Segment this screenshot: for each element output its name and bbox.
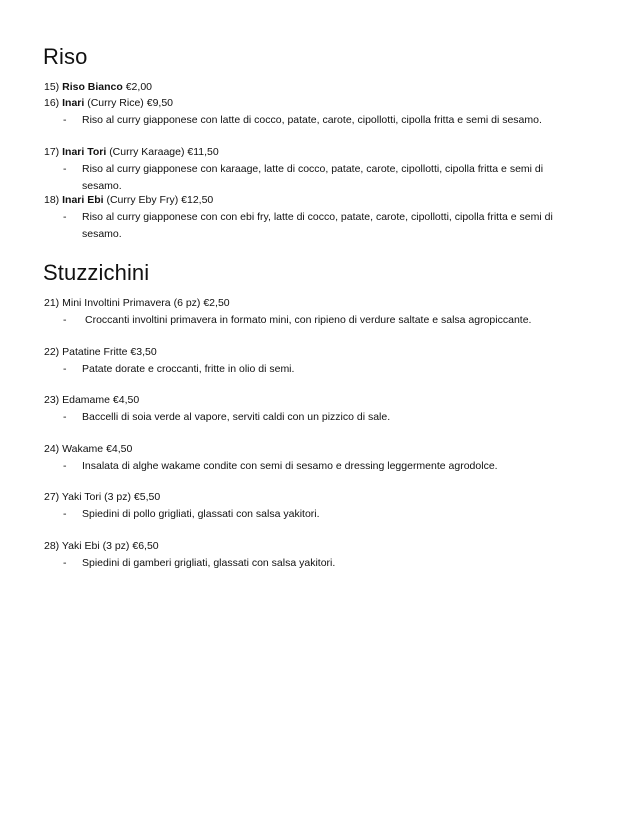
item-price: €2,00 bbox=[125, 81, 152, 93]
item-subtitle: (Curry Eby Fry) bbox=[106, 194, 179, 206]
item-number: 21) bbox=[44, 297, 60, 309]
item-number: 15) bbox=[44, 81, 60, 93]
description-text: Spiedini di pollo grigliati, glassati con salsa yakitori. bbox=[82, 508, 320, 520]
item-price: €9,50 bbox=[146, 97, 174, 109]
bullet-dash: - bbox=[63, 114, 67, 126]
item-number: 28) bbox=[44, 540, 60, 552]
menu-item-16 bbox=[44, 96, 173, 111]
item-name: Inari Ebi bbox=[62, 194, 104, 206]
item-subtitle: (6 pz) bbox=[173, 297, 201, 309]
item-name: Yaki Ebi bbox=[61, 540, 100, 552]
item-description bbox=[63, 161, 583, 195]
item-name: Inari bbox=[62, 97, 85, 109]
item-price: €12,50 bbox=[181, 194, 214, 206]
description-text: Spiedini di gamberi grigliati, glassati con salsa yakitori. bbox=[82, 557, 336, 569]
item-subtitle: (3 pz) bbox=[104, 491, 131, 503]
item-price: €4,50 bbox=[112, 394, 140, 406]
bullet-dash: - bbox=[63, 314, 67, 326]
item-description bbox=[63, 409, 583, 426]
bullet-dash: - bbox=[63, 163, 67, 175]
item-price: €2,50 bbox=[203, 297, 230, 309]
menu-item-23 bbox=[44, 393, 139, 408]
item-number: 23) bbox=[44, 394, 60, 406]
menu-item-21 bbox=[44, 296, 230, 311]
item-number: 16) bbox=[44, 97, 60, 109]
section-title-stuzzichini: Stuzzichini bbox=[43, 260, 150, 285]
item-price: €5,50 bbox=[133, 491, 161, 503]
item-price: €6,50 bbox=[132, 540, 159, 552]
description-text: Riso al curry giapponese con karaage, latte di cocco, patate, carote, cipollotti, cipolla fritta e semi di sesamo. bbox=[82, 163, 544, 192]
item-name: Patatine Fritte bbox=[62, 346, 128, 358]
bullet-dash: - bbox=[63, 557, 67, 569]
bullet-dash: - bbox=[63, 411, 67, 423]
item-name: Edamame bbox=[62, 394, 110, 406]
bullet-dash: - bbox=[63, 508, 67, 520]
item-description bbox=[63, 458, 583, 475]
item-subtitle: (Curry Karaage) bbox=[109, 146, 185, 158]
item-number: 22) bbox=[44, 346, 60, 358]
item-name: Yaki Tori bbox=[61, 491, 102, 503]
menu-item-28 bbox=[44, 539, 159, 554]
item-number: 27) bbox=[44, 491, 60, 503]
item-number: 24) bbox=[44, 443, 60, 455]
description-text: Baccelli di soia verde al vapore, serviti caldi con un pizzico di sale. bbox=[82, 411, 391, 423]
menu-item-15 bbox=[44, 80, 152, 95]
item-name: Inari Tori bbox=[62, 146, 107, 158]
item-name: Mini Involtini Primavera bbox=[62, 297, 171, 309]
item-description bbox=[63, 506, 583, 523]
menu-item-27 bbox=[44, 490, 160, 505]
bullet-dash: - bbox=[63, 363, 67, 375]
item-description bbox=[63, 555, 583, 572]
description-text: Insalata di alghe wakame condite con semi di sesamo e dressing leggermente agrodolce. bbox=[82, 460, 498, 472]
bullet-dash: - bbox=[63, 460, 67, 472]
menu-item-17 bbox=[44, 145, 219, 160]
description-text: Riso al curry giapponese con con ebi fry, latte di cocco, patate, carote, cipollotti, cipolla fritta e semi di sesamo. bbox=[82, 211, 553, 240]
item-price: €11,50 bbox=[187, 146, 219, 158]
bullet-dash: - bbox=[63, 211, 67, 223]
item-number: 17) bbox=[44, 146, 60, 158]
item-subtitle: (3 pz) bbox=[102, 540, 130, 552]
description-text: Patate dorate e croccanti, fritte in olio di semi. bbox=[82, 363, 295, 375]
section-title-riso: Riso bbox=[43, 44, 88, 69]
item-price: €3,50 bbox=[130, 346, 157, 358]
item-description bbox=[63, 312, 583, 329]
item-name: Riso Bianco bbox=[62, 81, 123, 93]
item-subtitle: (Curry Rice) bbox=[87, 97, 144, 109]
item-price: €4,50 bbox=[106, 443, 133, 455]
item-description bbox=[63, 209, 563, 243]
item-name: Wakame bbox=[62, 443, 104, 455]
description-text: Riso al curry giapponese con latte di cocco, patate, carote, cipollotti, cipolla fritta e semi di sesamo. bbox=[82, 114, 542, 126]
menu-item-24 bbox=[44, 442, 132, 457]
menu-item-22 bbox=[44, 345, 157, 360]
description-text: Croccanti involtini primavera in formato mini, con ripieno di verdure saltate e salsa agropiccante. bbox=[85, 314, 532, 326]
item-description bbox=[63, 361, 583, 378]
item-number: 18) bbox=[44, 194, 60, 206]
item-description bbox=[63, 112, 583, 129]
menu-item-18 bbox=[44, 193, 213, 208]
